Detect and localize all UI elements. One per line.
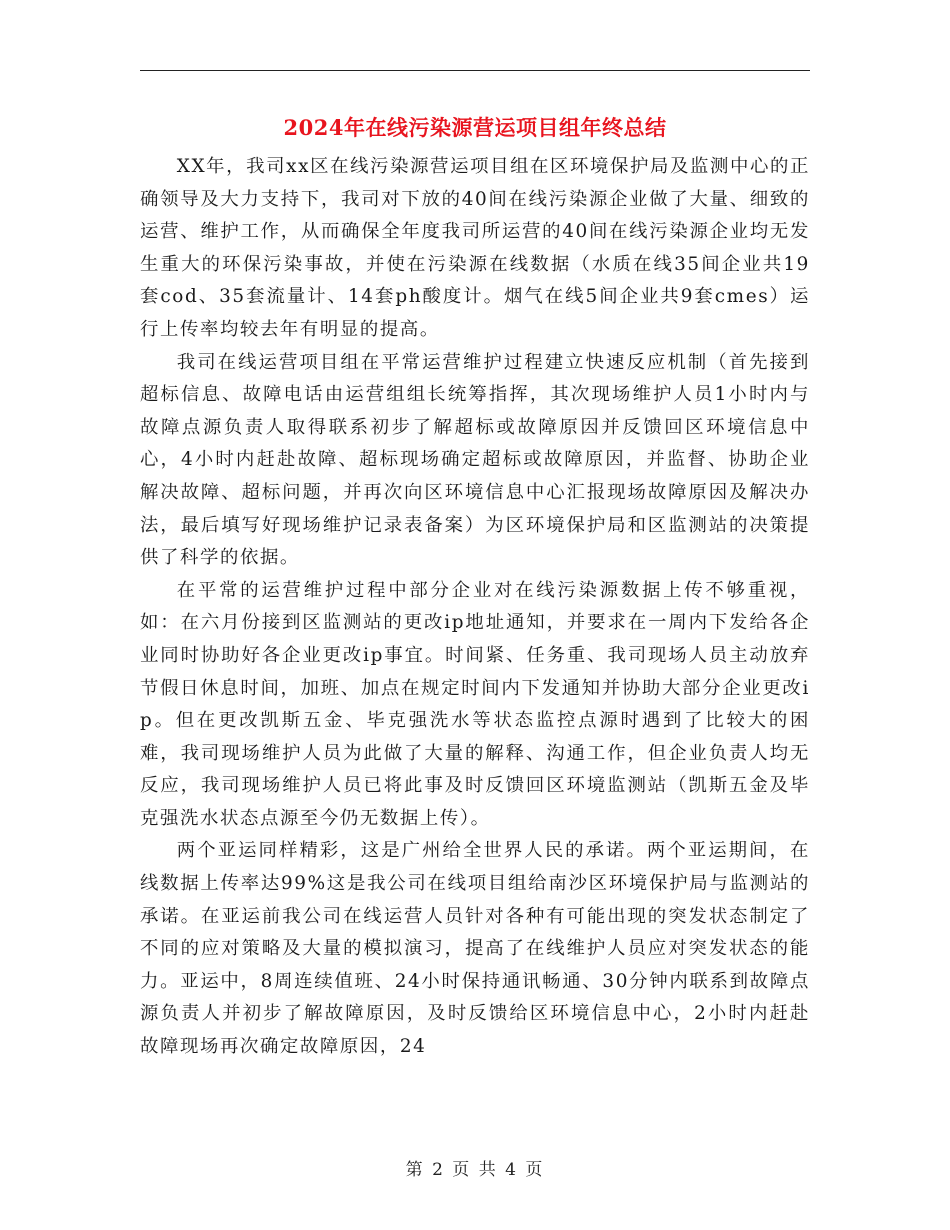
document-body bbox=[140, 151, 810, 1064]
paragraph-2: 我司在线运营项目组在平常运营维护过程建立快速反应机制（首先接到超标信息、故障电话由运营组组长统筹指挥，其次现场维护人员1小时内与故障点源负责人取得联系初步了解超标或故障原因并反馈回区环境信息中心，4小时内赶赴故障、超标现场确定超标或故障原因，并监督、协助企业解决故障、超标问题，并再次向区环境信息中心汇报现场故障原因及解决办法，最后填写好现场维护记录表备案）为区环境保护局和区监测站的决策提供了科学的依据。 bbox=[140, 351, 810, 569]
paragraph-1: XX年，我司xx区在线污染源营运项目组在区环境保护局及监测中心的正确领导及大力支持下，我司对下放的40间在线污染源企业做了大量、细致的运营、维护工作，从而确保全年度我司所运营的40间在线污染源企业均无发生重大的环保污染事故，并使在污染源在线数据（水质在线35间企业共19套cod、35套流量计、14套ph酸度计。烟气在线5间企业共9套cmes）运行上传率均较去年有明显的提高。 bbox=[140, 156, 810, 340]
document-title: 2024年在线污染源营运项目组年终总结 bbox=[283, 115, 667, 140]
header-rule bbox=[140, 70, 810, 71]
paragraph-3: 在平常的运营维护过程中部分企业对在线污染源数据上传不够重视，如：在六月份接到区监测站的更改ip地址通知，并要求在一周内下发给各企业同时协助好各企业更改ip事宜。时间紧、任务重、我司现场人员主动放弃节假日休息时间，加班、加点在规定时间内下发通知并协助大部分企业更改ip。但在更改凯斯五金、毕克强洗水等状态监控点源时遇到了比较大的困难，我司现场维护人员为此做了大量的解释、沟通工作，但企业负责人均无反应，我司现场维护人员已将此事及时反馈回区环境监测站（凯斯五金及毕克强洗水状态点源至今仍无数据上传）。 bbox=[140, 579, 810, 829]
paragraph-4: 两个亚运同样精彩，这是广州给全世界人民的承诺。两个亚运期间，在线数据上传率达99%这是我公司在线项目组给南沙区环境保护局与监测站的承诺。在亚运前我公司在线运营人员针对各种有可能出现的突发状态制定了不同的应对策略及大量的模拟演习，提高了在线维护人员应对突发状态的能力。亚运中，8周连续值班、24小时保持通讯畅通、30分钟内联系到故障点源负责人并初步了解故障原因，及时反馈给区环境信息中心，2小时内赶赴故障现场再次确定故障原因，24 bbox=[140, 840, 810, 1058]
page-number: 第 2 页 共 4 页 bbox=[405, 1160, 545, 1180]
